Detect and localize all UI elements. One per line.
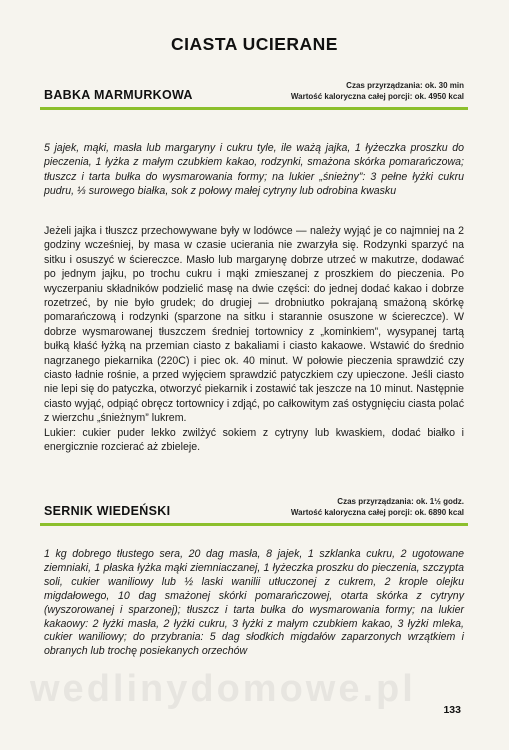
section-divider [40, 523, 468, 526]
method-paragraph: Lukier: cukier puder lekko zwilżyć sokiem z cytryny lub kwaskiem, dodać białko i energicznie rozcierać aż zbieleje. [44, 426, 464, 454]
watermark: wedlinydomowe.pl [30, 668, 416, 710]
page-number: 133 [443, 704, 461, 716]
prep-time: Czas przyrządzania: ok. 30 min [346, 81, 464, 90]
method-paragraph: Jeżeli jajka i tłuszcz przechowywane były w lodówce — należy wyjąć je co najmniej na 2 godziny wcześniej, by masa w czasie ucierania nie zwarzyła się. Rodzynki sparzyć na sitku i osuszyć w ściereczce. Masło lub margarynę dobrze utrzeć w makutrze, dodawać po jednym jajku, po trochu cukru i mąki zmieszanej z proszkiem do pieczenia. Po wyczerpaniu składników podzielić masę na dwie części: do jednej dodać kakao i dobrze rozetrzeć, by nie było grudek; do drugiej — drobniutko pokrajaną smażoną skórkę pomarańczową i rodzynki (sparzone na sitku i starannie osuszone w ściereczce). W dobrze wysmarowanej tłuszczem średniej tortownicy z „kominkiem”, wysypanej tartą bułką kłaść łyżką na przemian ciasto z bakaliami i ciasto kakaowe. Wstawić do średnio nagrzanego piekarnika (220C) i piec ok. 40 minut. W połowie pieczenia sprawdzić czy ciasto ładnie rośnie, a przed wyjęciem sprawdzić patyczkiem czy upieczone. Jeśli ciasto nie lepi się do patyczka, otworzyć piekarnik i zostawić tak jeszcze na 10 minut. Następnie ciasto wyjąć, odpiąć obręcz tortownicy i zdjąć, po całkowitym zaś ostygnięciu ciasta polać z wierzchu „śnieżnym” lukrem. [44, 225, 464, 425]
ingredients-text: 5 jajek, mąki, masła lub margaryny i cukru tyle, ile ważą jajka, 1 łyżeczka proszku do pieczenia, 1 łyżka z małym czubkiem kakao, rodzynki, smażona skórka pomarańczowa; tłuszcz i tarta bułka do wysmarowania formy; na lukier „śnieżny”: 3 pełne łyżki cukru pudru, ⅓ surowego białka, sok z połowy małej cytryny lub odrobina kwasku [44, 142, 464, 198]
recipe-title: SERNIK WIEDEŃSKI [44, 504, 171, 518]
section-divider [40, 107, 468, 110]
method-babka [44, 224, 464, 455]
recipe-header-babka [40, 80, 468, 110]
prep-time: Czas przyrządzania: ok. 1½ godz. [337, 497, 464, 506]
ingredients-sernik [44, 548, 464, 659]
calories: Wartość kaloryczna całej porcji: ok. 6890 kcal [290, 508, 464, 517]
recipe-meta [291, 80, 464, 102]
calories: Wartość kaloryczna całej porcji: ok. 4950 kcal [290, 92, 464, 101]
ingredients-text: 1 kg dobrego tłustego sera, 20 dag masła, 8 jajek, 1 szklanka cukru, 2 ugotowane ziemniaki, 1 płaska łyżka mąki ziemniaczanej, 1 łyżeczka proszku do pieczenia, szczypta soli, cukier waniliowy lub ½ laski wanilii utłuczonej z cukrem, 2 krople olejku migdałowego, 10 dag smażonej skórki pomarańczowej, otarta skórka z cytryny (wyszorowanej i sparzonej); tłuszcz i tarta bułka do wysmarowania formy; na lukier kakaowy: 2 łyżki masła, 2 łyżki cukru, 3 łyżki z małym czubkiem kakao, 3 łyżki mleka, cukier waniliowy; do przybrania: 5 dag słodkich migdałów zaparzonych wrzątkiem i obranych lub trochę posiekanych orzechów [44, 548, 464, 658]
recipe-title: BABKA MARMURKOWA [44, 88, 193, 102]
page-title: CIASTA UCIERANE [171, 34, 338, 54]
recipe-header-sernik [40, 496, 468, 526]
recipe-meta [291, 496, 464, 518]
ingredients-babka [44, 141, 464, 199]
